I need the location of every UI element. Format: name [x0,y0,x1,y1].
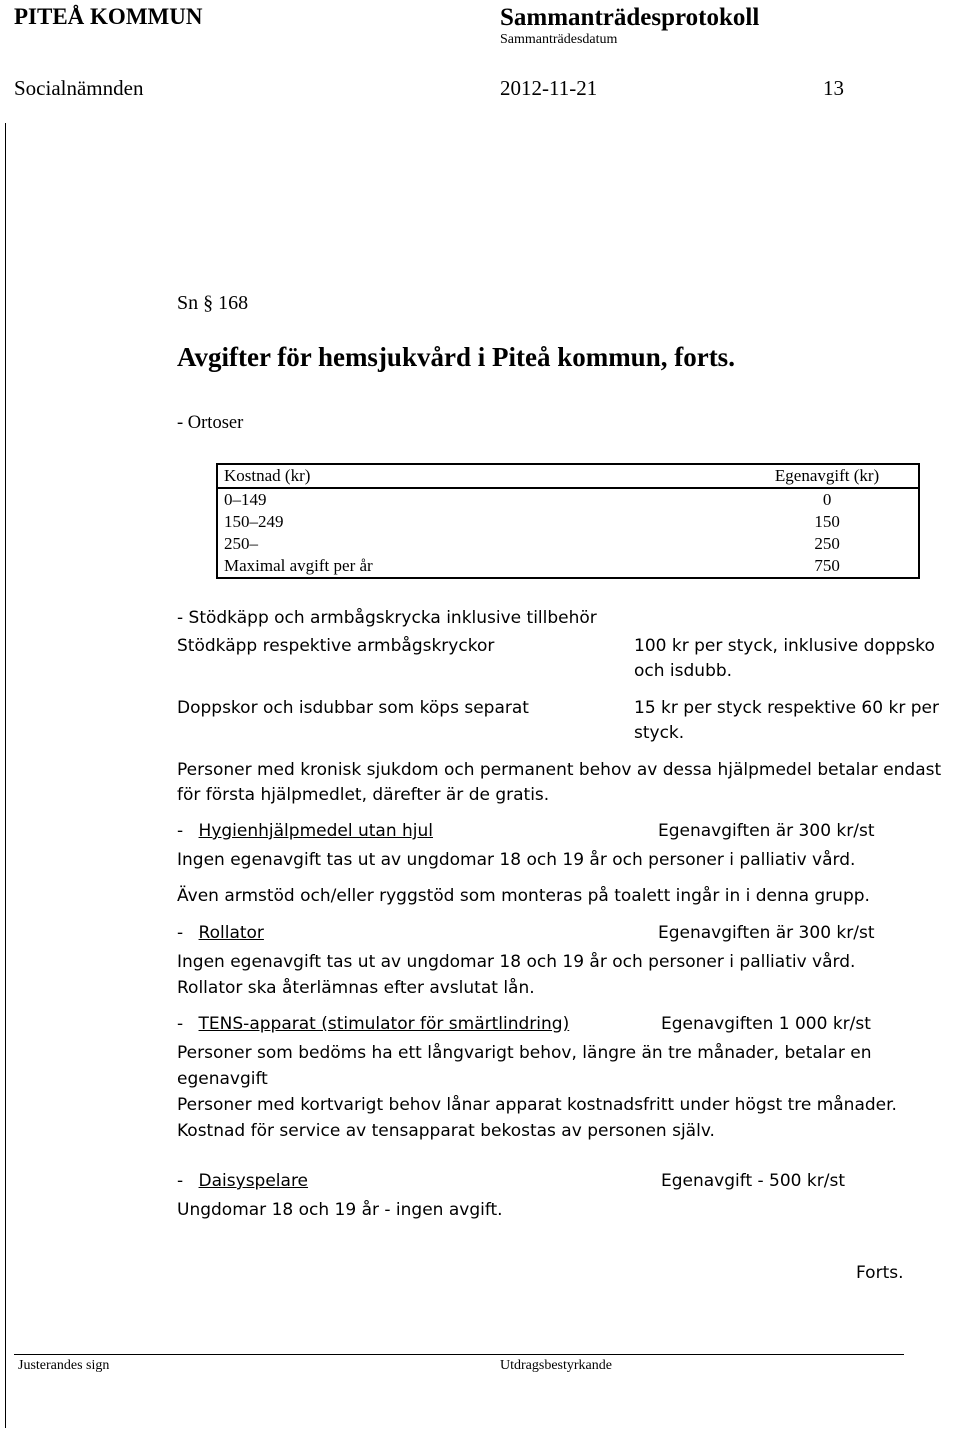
daisy-heading [177,1171,308,1191]
ortoser-heading: - Ortoser [177,413,244,433]
table-cell-fee: 250 [814,534,840,553]
footer-utdragsbestyrkande: Utdragsbestyrkande [500,1358,612,1373]
tens-label: TENS-apparat (stimulator för smärtlindring) [198,1014,570,1034]
list-dash: - [177,1171,189,1191]
stodkapp-price: 100 kr per styck, inklusive doppsko [634,636,935,656]
committee-name: Socialnämnden [14,76,144,100]
hygien-heading [177,821,433,841]
table-header-row [217,464,919,488]
list-dash: - [177,923,189,943]
list-dash: - [177,1014,189,1034]
tens-note: Personer som bedöms ha ett långvarigt behov, längre än tre månader, betalar en [177,1043,872,1063]
tens-heading [177,1014,569,1034]
section-number: Sn § 168 [177,292,249,314]
continued-label: Forts. [856,1263,904,1283]
table-cell-fee: 750 [814,556,840,575]
table-cell-fee: 150 [814,512,840,531]
stodkapp-note-cont: för första hjälpmedlet, därefter är de gratis. [177,785,550,805]
tens-note-4: Kostnad för service av tensapparat bekostas av personen själv. [177,1121,715,1141]
table-cell-cost: Maximal avgift per år [224,556,373,575]
footer-rule [14,1354,904,1355]
stodkapp-note: Personer med kronisk sjukdom och permanent behov av dessa hjälpmedel betalar endast [177,760,942,780]
table-cell-cost: 150–249 [224,512,284,531]
table-row [217,533,919,555]
doppsko-price-cont: styck. [634,723,685,743]
table-cell-cost: 0–149 [224,490,267,509]
rollator-fee: Egenavgiften är 300 kr/st [658,923,875,943]
table-header-cost: Kostnad (kr) [217,464,402,488]
doppsko-price: 15 kr per styck respektive 60 kr per [634,698,939,718]
document-date-label: Sammanträdesdatum [500,32,618,47]
document-type: Sammanträdesprotokoll [500,4,760,31]
table-row [217,488,919,511]
tens-fee: Egenavgiften 1 000 kr/st [661,1014,871,1034]
table-cell-fee: 0 [822,490,832,509]
table-header-fee: Egenavgift (kr) [402,464,919,488]
org-name: PITEÅ KOMMUN [14,4,203,29]
stodkapp-item: Stödkäpp respektive armbågskryckor [177,636,495,656]
daisy-note: Ungdomar 18 och 19 år - ingen avgift. [177,1200,503,1220]
list-dash: - [177,821,189,841]
table-row [217,511,919,533]
daisy-fee: Egenavgift - 500 kr/st [661,1171,845,1191]
table-cell-cost: 250– [224,534,258,553]
rollator-note: Ingen egenavgift tas ut av ungdomar 18 och 19 år och personer i palliativ vård. [177,952,856,972]
hygien-fee: Egenavgiften är 300 kr/st [658,821,875,841]
stodkapp-price-cont: och isdubb. [634,661,733,681]
doppsko-item: Doppskor och isdubbar som köps separat [177,698,529,718]
ortoser-fee-table [216,463,920,579]
section-title: Avgifter för hemsjukvård i Piteå kommun, forts. [177,342,735,372]
stodkapp-heading: - Stödkäpp och armbågskrycka inklusive tillbehör [177,608,597,628]
page-number: 13 [823,76,844,100]
daisy-label: Daisyspelare [198,1171,309,1191]
rollator-heading [177,923,264,943]
margin-line [5,123,6,1428]
table-row [217,555,919,578]
hygien-note-2: Även armstöd och/eller ryggstöd som monteras på toalett ingår in i denna grupp. [177,886,870,906]
footer-justerandes-sign: Justerandes sign [18,1358,110,1373]
hygien-note: Ingen egenavgift tas ut av ungdomar 18 och 19 år och personer i palliativ vård. [177,850,856,870]
rollator-label: Rollator [198,923,264,943]
tens-note-3: Personer med kortvarigt behov lånar apparat kostnadsfritt under högst tre månader. [177,1095,897,1115]
hygien-label: Hygienhjälpmedel utan hjul [198,821,433,841]
rollator-note-2: Rollator ska återlämnas efter avslutat lån. [177,978,535,998]
meeting-date: 2012-11-21 [500,76,598,100]
tens-note-2: egenavgift [177,1069,268,1089]
